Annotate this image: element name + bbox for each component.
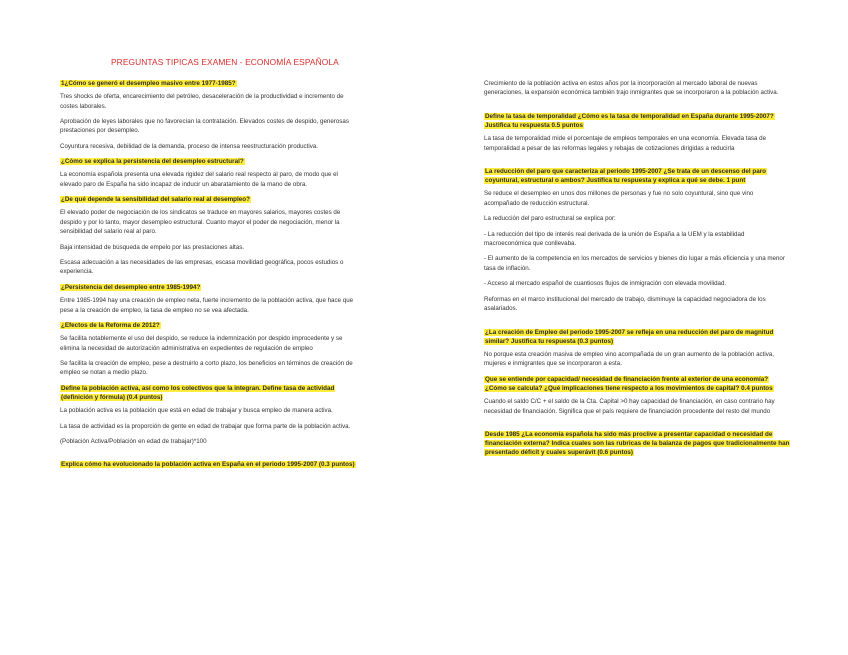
question-heading <box>60 195 360 204</box>
page-title: PREGUNTAS TIPICAS EXAMEN - ECONOMÍA ESPAÑOLA <box>111 57 339 67</box>
question-highlight: Explica cómo ha evolucionado la población activa en España en el periodo 1995-2007 (0.3 puntos) <box>61 461 355 469</box>
question-heading <box>484 430 790 458</box>
answer-paragraph: La tasa de temporalidad mide el porcentaje de empleos temporales en una economía. Elevada tasa de temporalidad a pesar de las reformas legales y rebajas de cotizaciones dirigidas a reducirla <box>484 135 767 152</box>
answer-paragraph: No porque esta creación masiva de empleo vino acompañada de un gran aumento de la población activa, mujeres e inmigrantes que se incorporaron a esta. <box>484 350 774 368</box>
answer-paragraph: La tasa de actividad es la proporción de gente en edad de trabajar que forma parte de la población activa. <box>60 422 351 430</box>
answer-paragraph: - Acceso al mercado español de cuantiosos flujos de inmigración con elevada movilidad. <box>484 280 727 288</box>
question-heading <box>484 167 790 185</box>
question-highlight: Define la tasa de temporalidad ¿Cómo es la tasa de temporalidad en España durante 1995-2007? Justifica tu respuesta 0.5 puntos <box>485 112 774 130</box>
question-highlight: ¿Cómo se explica la persistencia del desempleo estructural? <box>61 158 244 166</box>
answer-paragraph: Coyuntura recesiva, debilidad de la demanda, proceso de intensa reestructuración productiva. <box>60 142 318 150</box>
question-heading <box>60 384 360 402</box>
answer-paragraph: Escasa adecuación a las necesidades de las empresas, escasa movilidad geográfica, pocos estudios o experiencia. <box>60 259 344 276</box>
question-highlight: ¿Persistencia del desempleo entre 1985-1994? <box>61 283 201 291</box>
question-heading <box>60 283 360 292</box>
question-highlight: 1¿Cómo se generó el desempleo masivo entre 1977-1985? <box>61 80 236 87</box>
answer-paragraph: - La reducción del tipo de interés real derivada de la unión de España a la UEM y la estabilidad macroeconómica que conllevaba. <box>484 230 745 248</box>
question-heading <box>60 460 360 469</box>
question-heading <box>484 112 790 130</box>
question-heading <box>484 328 790 346</box>
answer-paragraph: La población activa es la población que está en edad de trabajar y busca empleo de manera activa. <box>60 407 333 415</box>
answer-paragraph: El elevado poder de negociación de los sindicatos se traduce en mayores salarios, mayores costes de despido y por lo tanto, mayor desempleo estructural. Cuanto mayor el poder de negociación, menor la sensibilidad del salario real al paro. <box>60 209 341 236</box>
question-highlight: ¿De qué depende la sensibilidad del salario real al desempleo? <box>61 196 250 204</box>
answer-paragraph: Crecimiento de la población activa en estos años por la incorporación al mercado laboral de nuevas generaciones, la expansión económica también trajo inmigrantes que se incorporaron a la población activa. <box>484 80 779 97</box>
answer-paragraph: La economía española presenta una elevada rigidez del salario real respecto al paro, de modo que el elevado paro de España ha sido incapaz de inducir un abaratamiento de la mano de obra. <box>60 171 338 188</box>
question-highlight: Define la población activa, así como los colectivos que la integran. Define tasa de actividad (definición y fórmula) (0.4 puntos) <box>61 384 335 401</box>
answer-paragraph: La reducción del paro estructural se explica por: <box>484 215 616 223</box>
answer-paragraph: Entre 1985-1994 hay una creación de empleo neta, fuerte incremento de la población activa, que hace que pese a la creación de empleo, la tasa de empleo no se vea afectada. <box>60 297 354 314</box>
answer-paragraph: (Población Activa/Población en edad de trabajar)*100 <box>60 437 207 445</box>
question-highlight: ¿Efectos de la Reforma de 2012? <box>61 321 160 329</box>
answer-paragraph: Aprobación de leyes laborales que no favorecían la contratación. Elevados costes de despido, generosas prestaciones por desempleo. <box>60 118 349 135</box>
question-highlight: La reducción del paro que caracteriza al periodo 1995-2007 ¿Se trata de un descenso del paro coyuntural, estructural o ambos? Justifica tu respuesta y explica a qué se debe. 1 punt <box>485 168 767 185</box>
answer-paragraph: Baja intensidad de búsqueda de empelo por las prestaciones altas. <box>60 243 245 251</box>
answer-paragraph: Se reduce el desempleo en unos dos millones de personas y fue no solo coyuntural, sino que vino acompañado de reducción estructural. <box>484 190 754 207</box>
answer-paragraph: Tres shocks de oferta, encarecimiento del petróleo, desaceleración de la productividad e incremento de costes laborales. <box>60 93 344 110</box>
answer-paragraph: Cuando el saldo C/C + el saldo de la Cta. Capital >0 hay capacidad de financiación, en caso contrario hay necesidad de financiación. Significa que el país requiere de financiación procedente del resto del mundo <box>484 398 775 415</box>
answer-paragraph: Se facilita notablemente el uso del despido, se reduce la indemnización por despido improcedente y se elimina la necesidad de autorización administrativa en expedientes de regulación de empleo <box>60 335 343 352</box>
question-heading <box>60 321 360 330</box>
answer-paragraph: Se facilita la creación de empleo, pese a destruirlo a corto plazo, los beneficios en términos de creación de empleo se notan a medio plazo. <box>60 359 353 377</box>
question-highlight: Desde 1985 ¿La economía española ha sido más proclive a presentar capacidad o necesidad de financiación externa? Indica cuales son las rubricas de la balanza de pagos que tradicionalmente han presentado déficit y cuales superávit (0.6 puntos) <box>485 430 790 457</box>
question-heading <box>60 157 360 166</box>
answer-paragraph: Reformas en el marco institucional del mercado de trabajo, disminuye la capacidad negociadora de los asalariados. <box>484 295 766 313</box>
question-highlight: ¿La creación de Empleo del periodo 1995-2007 se refleja en una reducción del paro de magnitud similar? Justifica tu respuesta (0.3 puntos) <box>485 328 774 345</box>
question-heading <box>484 375 790 393</box>
question-highlight: Que se entiende por capacidad/ necesidad de financiación frente al exterior de una economía? ¿Cómo se calcula? ¿Qué implicaciones tiene respecto a los movimientos de capital? 0.4 puntos <box>485 375 773 392</box>
left-column <box>60 79 360 474</box>
answer-paragraph: - El aumento de la competencia en los mercados de servicios y bienes dio lugar a más eficiencia y una menor tasa de inflación. <box>484 255 785 272</box>
right-column <box>484 79 790 462</box>
question-heading <box>60 79 360 88</box>
